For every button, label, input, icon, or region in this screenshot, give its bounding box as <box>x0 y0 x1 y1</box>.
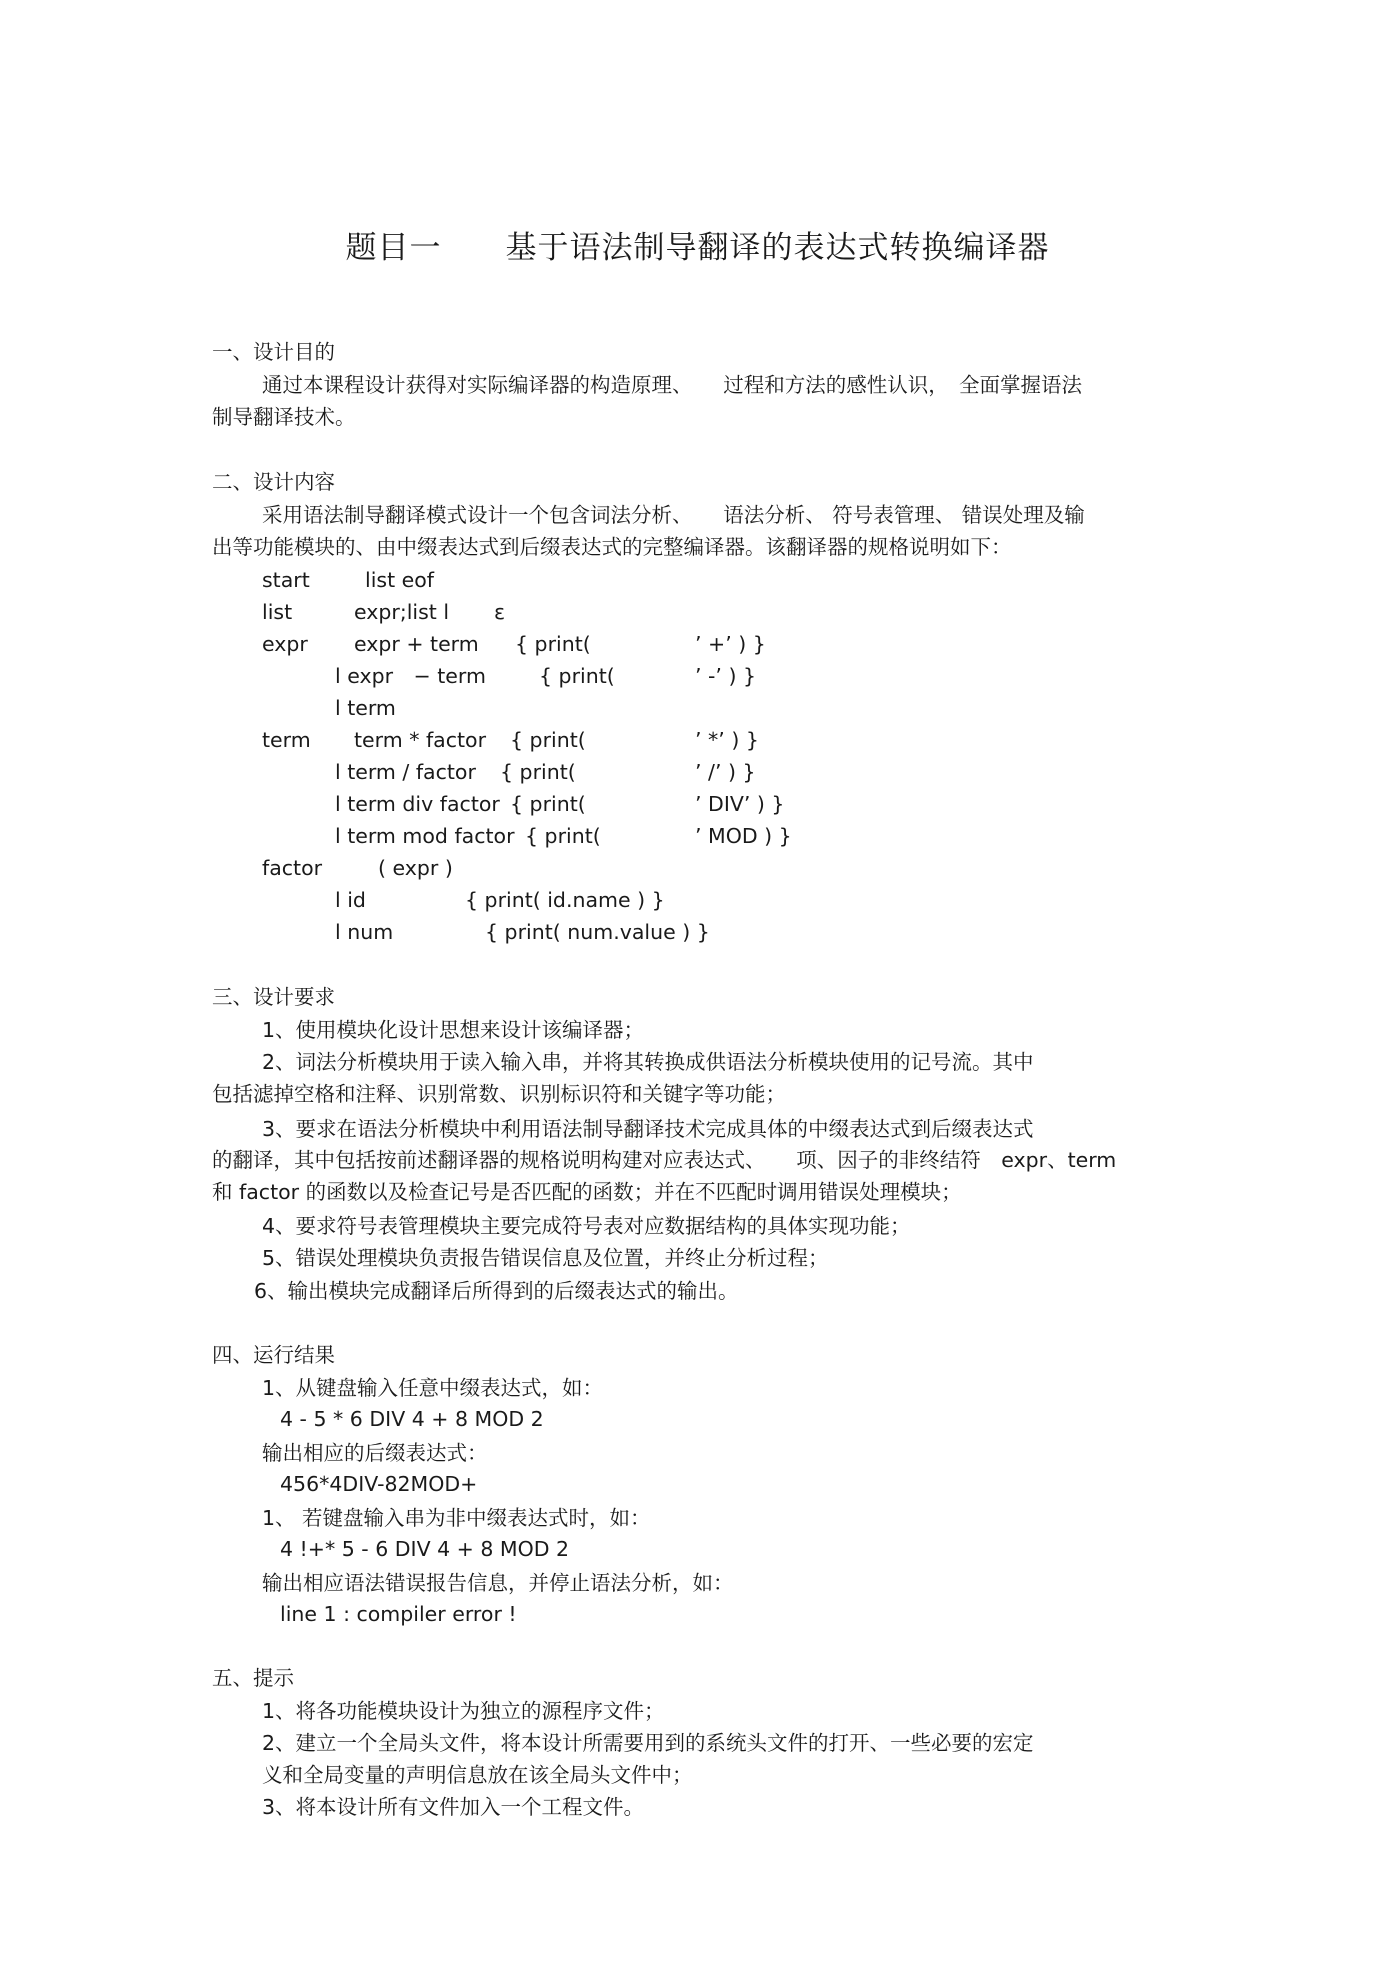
grammar-action: ’ DIV’ ) } <box>695 792 785 816</box>
grammar-production: l term / factor <box>335 760 476 784</box>
requirement-item: 6、输出模块完成翻译后所得到的后缀表达式的输出。 <box>254 1279 739 1303</box>
grammar-production: l term <box>335 696 396 720</box>
grammar-action: { print( <box>500 760 576 784</box>
requirement-item-continued: 的翻译，其中包括按前述翻译器的规格说明构建对应表达式、 项、因子的非终结符 expr、term <box>212 1148 1117 1172</box>
grammar-nonterminal: expr <box>262 632 308 656</box>
grammar-nonterminal: factor <box>262 856 323 880</box>
result-line: 1、 若键盘输入串为非中缀表达式时，如： <box>262 1506 651 1530</box>
requirement-item: 4、要求符号表管理模块主要完成符号表对应数据结构的具体实现功能； <box>262 1214 911 1238</box>
grammar-production: l term mod factor <box>335 824 515 848</box>
result-example-output: 456*4DIV-82MOD+ <box>280 1472 478 1496</box>
grammar-production: term * factor <box>354 728 487 752</box>
result-example-input: 4 !+* 5 - 6 DIV 4 + 8 MOD 2 <box>280 1537 570 1561</box>
grammar-action: { print( <box>510 728 586 752</box>
grammar-action: ’ +’ ) } <box>695 632 766 656</box>
document-title: 题目一 基于语法制导翻译的表达式转换编译器 <box>345 230 1050 266</box>
hint-item: 2、建立一个全局头文件，将本设计所需要用到的系统头文件的打开、一些必要的宏定 <box>262 1731 1034 1755</box>
grammar-action: { print( <box>539 664 615 688</box>
grammar-production: expr;list l <box>354 600 450 624</box>
grammar-epsilon: ε <box>494 600 506 624</box>
requirement-item-continued: 和 factor 的函数以及检查记号是否匹配的函数；并在不匹配时调用错误处理模块； <box>212 1180 962 1204</box>
grammar-action: { print( id.name ) } <box>465 888 665 912</box>
result-line: 输出相应语法错误报告信息，并停止语法分析，如： <box>262 1571 734 1595</box>
hint-item: 3、将本设计所有文件加入一个工程文件。 <box>262 1795 645 1819</box>
grammar-action: ’ /’ ) } <box>695 760 756 784</box>
grammar-action: { print( <box>515 632 591 656</box>
requirement-item: 1、使用模块化设计思想来设计该编译器； <box>262 1018 645 1042</box>
paragraph-line: 出等功能模块的、由中缀表达式到后缀表达式的完整编译器。该翻译器的规格说明如下： <box>212 535 1012 559</box>
result-example-input: 4 - 5 * 6 DIV 4 + 8 MOD 2 <box>280 1407 544 1431</box>
result-example-output: line 1 : compiler error ! <box>280 1602 517 1626</box>
grammar-production: l term div factor <box>335 792 500 816</box>
grammar-action: { print( num.value ) } <box>485 920 710 944</box>
requirement-item: 2、词法分析模块用于读入输入串，并将其转换成供语法分析模块使用的记号流。其中 <box>262 1050 1034 1074</box>
paragraph-line: 采用语法制导翻译模式设计一个包含词法分析、 语法分析、 符号表管理、 错误处理及输 <box>262 503 1085 527</box>
section-heading-hints: 五、提示 <box>212 1666 294 1690</box>
grammar-action: { print( <box>525 824 601 848</box>
requirement-item-continued: 包括滤掉空格和注释、识别常数、识别标识符和关键字等功能； <box>212 1082 786 1106</box>
hint-item-continued: 义和全局变量的声明信息放在该全局头文件中； <box>262 1763 693 1787</box>
grammar-action: { print( <box>510 792 586 816</box>
grammar-action: ’ -’ ) } <box>695 664 757 688</box>
result-line: 输出相应的后缀表达式： <box>262 1441 488 1465</box>
requirement-item: 5、错误处理模块负责报告错误信息及位置，并终止分析过程； <box>262 1246 829 1270</box>
paragraph-line: 制导翻译技术。 <box>212 405 356 429</box>
grammar-action: ’ MOD ) } <box>695 824 792 848</box>
section-heading-content: 二、设计内容 <box>212 470 335 494</box>
grammar-production: l expr − term <box>335 664 486 688</box>
grammar-nonterminal: start <box>262 568 310 592</box>
section-heading-purpose: 一、设计目的 <box>212 340 335 364</box>
grammar-action: ’ *’ ) } <box>695 728 759 752</box>
grammar-production: ( expr ) <box>378 856 453 880</box>
paragraph-line: 通过本课程设计获得对实际编译器的构造原理、 过程和方法的感性认识， 全面掌握语法 <box>262 373 1082 397</box>
grammar-production: expr + term <box>354 632 479 656</box>
grammar-production: list eof <box>365 568 434 592</box>
hint-item: 1、将各功能模块设计为独立的源程序文件； <box>262 1699 665 1723</box>
grammar-nonterminal: term <box>262 728 311 752</box>
result-line: 1、从键盘输入任意中缀表达式，如： <box>262 1376 604 1400</box>
requirement-item: 3、要求在语法分析模块中利用语法制导翻译技术完成具体的中缀表达式到后缀表达式 <box>262 1117 1034 1141</box>
section-heading-results: 四、运行结果 <box>212 1343 335 1367</box>
grammar-production: l num <box>335 920 394 944</box>
section-heading-requirements: 三、设计要求 <box>212 985 335 1009</box>
grammar-production: l id <box>335 888 366 912</box>
grammar-nonterminal: list <box>262 600 293 624</box>
